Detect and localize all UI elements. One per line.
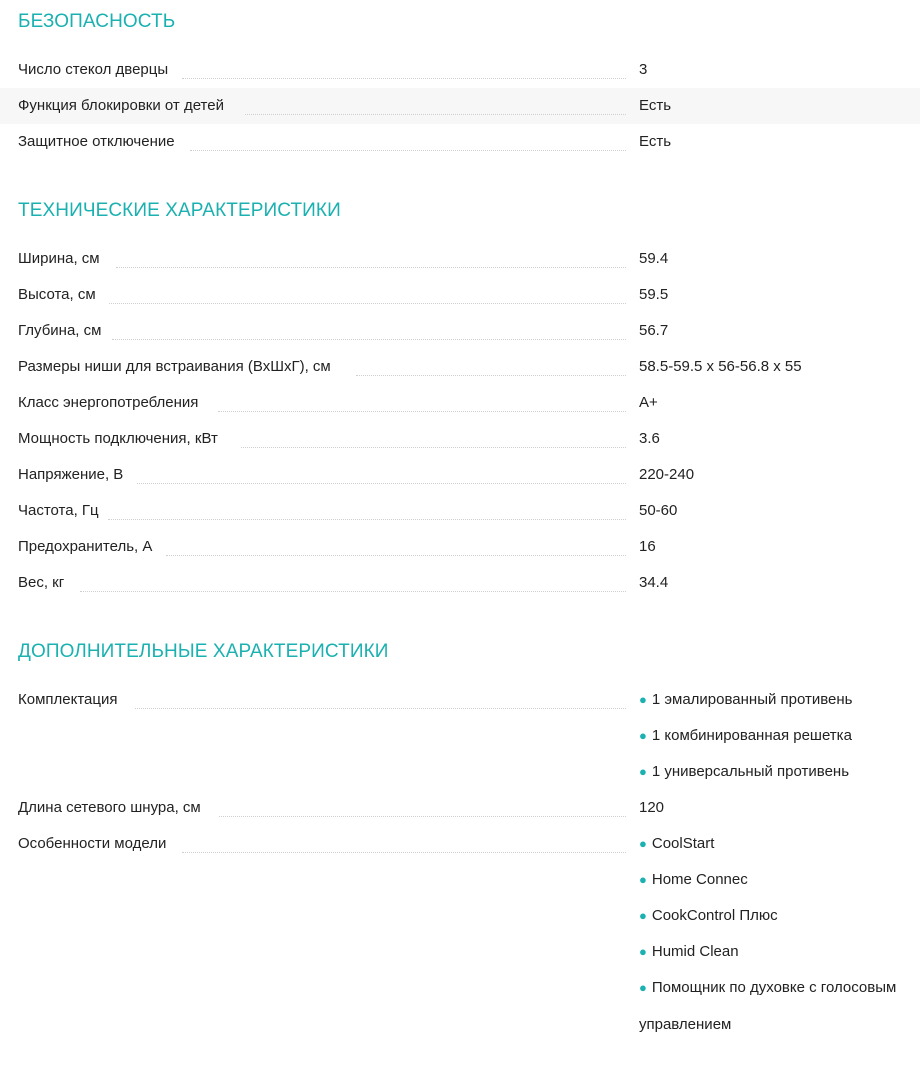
bullet-text: управлением	[639, 1016, 732, 1033]
spec-value: 50-60	[639, 502, 678, 519]
spec-label: Особенности модели	[18, 835, 167, 852]
spec-value: Есть	[639, 133, 672, 150]
spec-value: 34.4	[639, 574, 669, 591]
spec-label: Класс энергопотребления	[18, 394, 199, 411]
bullet-item	[639, 970, 896, 1006]
spec-row	[0, 313, 920, 349]
bullet-text: CookControl Плюс	[651, 907, 778, 924]
spec-row	[0, 52, 920, 88]
spec-label: Частота, Гц	[18, 502, 99, 519]
spec-value: 56.7	[639, 322, 669, 339]
bullet-item	[639, 862, 748, 898]
spec-label: Число стекол дверцы	[18, 61, 169, 78]
bullet-item	[639, 898, 778, 934]
spec-row	[0, 565, 920, 601]
bullet-text: 1 универсальный противень	[651, 763, 850, 780]
spec-value: 59.5	[639, 286, 669, 303]
dotted-leader	[166, 555, 626, 556]
spec-label: Ширина, см	[18, 250, 100, 267]
dotted-leader	[80, 591, 626, 592]
bullet-dot-icon: ●	[639, 980, 647, 995]
spec-label: Мощность подключения, кВт	[18, 430, 218, 447]
dotted-leader	[219, 816, 626, 817]
bullet-dot-icon: ●	[639, 944, 647, 959]
spec-value: 120	[639, 799, 665, 816]
spec-row	[0, 88, 920, 124]
bullet-dot-icon: ●	[639, 728, 647, 743]
spec-label: Предохранитель, А	[18, 538, 153, 555]
dotted-leader	[218, 411, 626, 412]
bullet-text: Помощник по духовке с голосовым	[651, 979, 897, 996]
bullet-text: Home Connec	[651, 871, 748, 888]
dotted-leader	[182, 852, 626, 853]
dotted-leader	[356, 375, 626, 376]
dotted-leader	[245, 114, 626, 115]
spec-value: 58.5-59.5 х 56-56.8 х 55	[639, 358, 802, 375]
dotted-leader	[190, 150, 626, 151]
bullet-text: 1 эмалированный противень	[651, 691, 853, 708]
spec-value: 220-240	[639, 466, 695, 483]
spec-value: 3.6	[639, 430, 660, 447]
bullet-text: CoolStart	[651, 835, 715, 852]
bullet-dot-icon: ●	[639, 764, 647, 779]
bullet-item	[639, 718, 852, 754]
bullet-dot-icon: ●	[639, 692, 647, 707]
bullet-text: 1 комбинированная решетка	[651, 727, 852, 744]
dotted-leader	[182, 78, 626, 79]
spec-label: Вес, кг	[18, 574, 65, 591]
spec-label: Защитное отключение	[18, 133, 175, 150]
dotted-leader	[135, 708, 626, 709]
spec-row	[0, 790, 920, 826]
spec-row	[0, 421, 920, 457]
spec-label: Высота, см	[18, 286, 96, 303]
spec-row	[0, 277, 920, 313]
dotted-leader	[116, 267, 626, 268]
spec-label: Глубина, см	[18, 322, 102, 339]
bullet-item	[639, 682, 853, 718]
spec-row	[0, 529, 920, 565]
spec-row	[0, 349, 920, 385]
spec-label: Размеры ниши для встраивания (ВхШхГ), см	[18, 358, 331, 375]
spec-row	[0, 826, 920, 862]
spec-label: Длина сетевого шнура, см	[18, 799, 201, 816]
spec-value: 59.4	[639, 250, 669, 267]
spec-label: Комплектация	[18, 691, 118, 708]
bullet-item	[639, 754, 849, 790]
spec-value: 3	[639, 61, 648, 78]
bullet-text: Humid Clean	[651, 943, 739, 960]
spec-label: Напряжение, В	[18, 466, 124, 483]
spec-value: Есть	[639, 97, 672, 114]
bullet-dot-icon: ●	[639, 836, 647, 851]
bullet-dot-icon: ●	[639, 908, 647, 923]
spec-value: A+	[639, 394, 658, 411]
bullet-dot-icon: ●	[639, 872, 647, 887]
section-title-extra: ДОПОЛНИТЕЛЬНЫЕ ХАРАКТЕРИСТИКИ	[18, 641, 389, 662]
dotted-leader	[109, 303, 626, 304]
bullet-continuation	[639, 1007, 731, 1043]
section-title-tech: ТЕХНИЧЕСКИЕ ХАРАКТЕРИСТИКИ	[18, 200, 341, 221]
spec-row	[0, 385, 920, 421]
bullet-item	[639, 826, 714, 862]
spec-row	[0, 241, 920, 277]
spec-value: 16	[639, 538, 656, 555]
spec-row	[0, 493, 920, 529]
dotted-leader	[112, 339, 626, 340]
section-title-safety: БЕЗОПАСНОСТЬ	[18, 11, 176, 32]
spec-row	[0, 457, 920, 493]
dotted-leader	[108, 519, 626, 520]
spec-label: Функция блокировки от детей	[18, 97, 224, 114]
dotted-leader	[241, 447, 626, 448]
bullet-item	[639, 934, 739, 970]
dotted-leader	[137, 483, 626, 484]
spec-row	[0, 124, 920, 160]
